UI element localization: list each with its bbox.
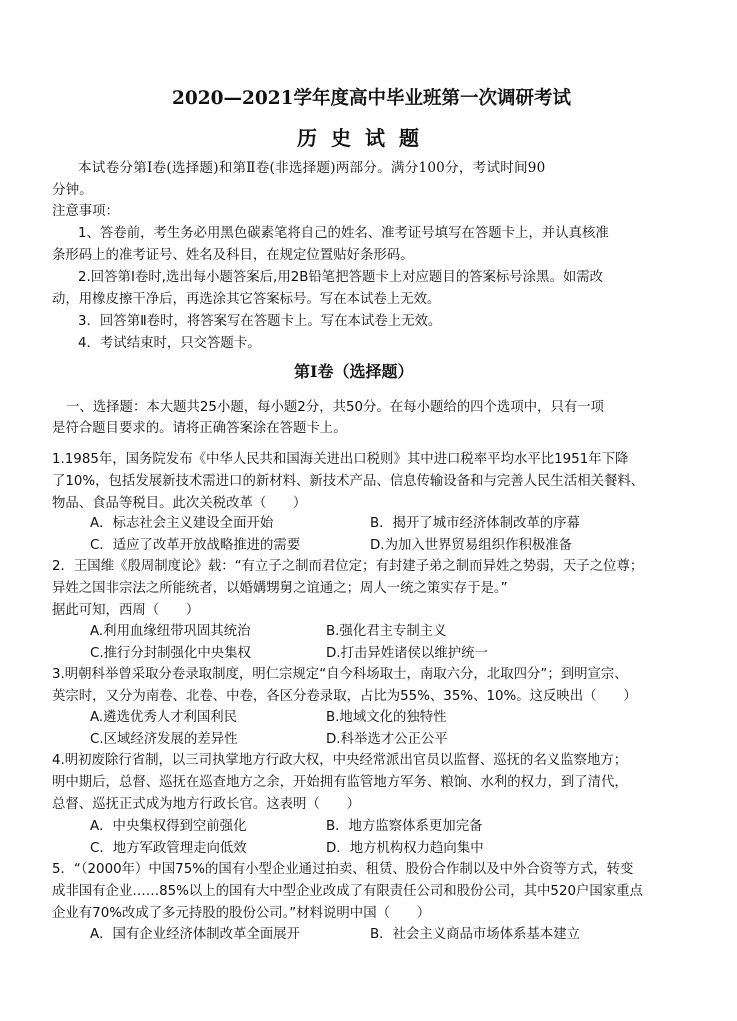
option-a: A．中央集权得到空前强化 (90, 819, 247, 834)
exam-title: 2020—2021学年度高中毕业班第一次调研考试 (172, 88, 571, 109)
option-b: B．地方监察体系更加完备 (326, 819, 483, 834)
note-line: 1、答卷前，考生务必用黑色碳素笔将自己的姓名、准考证号填写在答题卡上，并认真核准 (78, 226, 609, 241)
question-text: 英宗时，又分为南卷、北卷、中卷，各区分卷录取，占比为55%、35%、10%。这反映出（ ） (52, 689, 637, 704)
question-text: 异姓之国非宗法之所能统者，以婚媾甥舅之谊通之；周人一统之策实存于是。” (52, 581, 508, 596)
question-text: 成非国有企业……85%以上的国有大中型企业改成了有限责任公司和股份公司，其中520户国家重点 (52, 884, 643, 899)
section-instruction: 一、选择题：本大题共25小题，每小题2分，共50分。在每小题给的四个选项中，只有一项 (66, 400, 605, 415)
option-a: A.利用血缘纽带巩固其统治 (90, 624, 251, 639)
question-text: 4.明初废除行省制，以三司执掌地方行政大权，中央经常派出官员以监督、巡抚的名义监察地方； (52, 753, 628, 768)
option-a: A．国有企业经济体制改革全面展开 (90, 927, 301, 942)
question-text: 明中期后，总督、巡抚在巡查地方之余，开始拥有监管地方军务、粮饷、水利的权力，到了清代， (52, 775, 628, 790)
note-line: 动，用橡皮擦干净后，再选涂其它答案标号。写在本试卷上无效。 (52, 292, 441, 307)
question-text: 2．王国维《殷周制度论》载：“有立子之制而君位定；有封建子弟之制而异姓之势弱，天子之位尊； (52, 559, 644, 574)
option-b: B.地域文化的独特性 (326, 710, 447, 725)
option-b: B．揭开了城市经济体制改革的序幕 (370, 516, 581, 531)
question-text: 据此可知，西周（ ） (52, 603, 200, 618)
option-c: C.区域经济发展的差异性 (90, 732, 238, 747)
option-d: D．地方机构权力趋向集中 (326, 841, 484, 856)
note-line: 3．回答第Ⅱ卷时，将答案写在答题卡上。写在本试卷上无效。 (78, 314, 442, 329)
option-a: A．标志社会主义建设全面开始 (90, 516, 274, 531)
option-c: C.推行分封制强化中央集权 (90, 646, 251, 661)
option-d: D.科举选才公正公平 (326, 732, 448, 747)
subject-title: 历史试题 (297, 126, 433, 150)
question-text: 3.明朝科举曾采取分卷录取制度，明仁宗规定“自今科场取士，南取六分，北取四分”；到明宣宗、 (52, 667, 628, 682)
note-line: 4．考试结束时，只交答题卡。 (78, 336, 261, 351)
intro-line: 分钟。 (52, 182, 93, 198)
option-c: C．地方军政管理走向低效 (90, 841, 247, 856)
option-c: C．适应了改革开放战略推进的需要 (90, 538, 301, 553)
section-heading: 第Ⅰ卷（选择题） (294, 362, 414, 381)
option-d: D.打击异姓诸侯以维护统一 (326, 646, 488, 661)
question-text: 物品、食品等税目。此次关税改革（ ） (52, 496, 307, 511)
note-line: 条形码上的准考证号、姓名及科目，在规定位置贴好条形码。 (52, 248, 414, 263)
question-text: 1.1985年，国务院发布《中华人民共和国海关进出口税则》其中进口税率平均水平比1951年下降 (52, 452, 629, 467)
question-text: 了10%，包括发展新技术需进口的新材料、新技术产品、信息传输设备和与完善人民生活相关餐料、 (52, 474, 645, 489)
option-d: D.为加入世界贸易组织作积极准备 (370, 538, 573, 553)
option-b: B.强化君主专制主义 (326, 624, 447, 639)
notes-heading: 注意事项： (52, 204, 119, 219)
note-line: 2.回答第Ⅰ卷时,选出每小题答案后,用2B铅笔把答题卡上对应题目的答案标号涂黑。如需改 (78, 270, 604, 285)
question-text: 企业有70%改成了多元持股的股份公司。”材料说明中国（ ） (52, 906, 431, 921)
question-text: 总督、巡抚正式成为地方行政长官。这表明（ ） (52, 797, 360, 812)
question-text: 5．“（2000年）中国75%的国有小型企业通过拍卖、租赁、股份合作制以及中外合资等方式，转变 (52, 862, 634, 877)
option-a: A.遴选优秀人才利国利民 (90, 710, 238, 725)
option-b: B．社会主义商品市场体系基本建立 (370, 927, 581, 942)
intro-line: 本试卷分第Ⅰ卷(选择题)和第Ⅱ卷(非选择题)两部分。满分100分，考试时间90 (78, 160, 546, 176)
section-instruction: 是符合题目要求的。请将正确答案涂在答题卡上。 (52, 421, 347, 436)
